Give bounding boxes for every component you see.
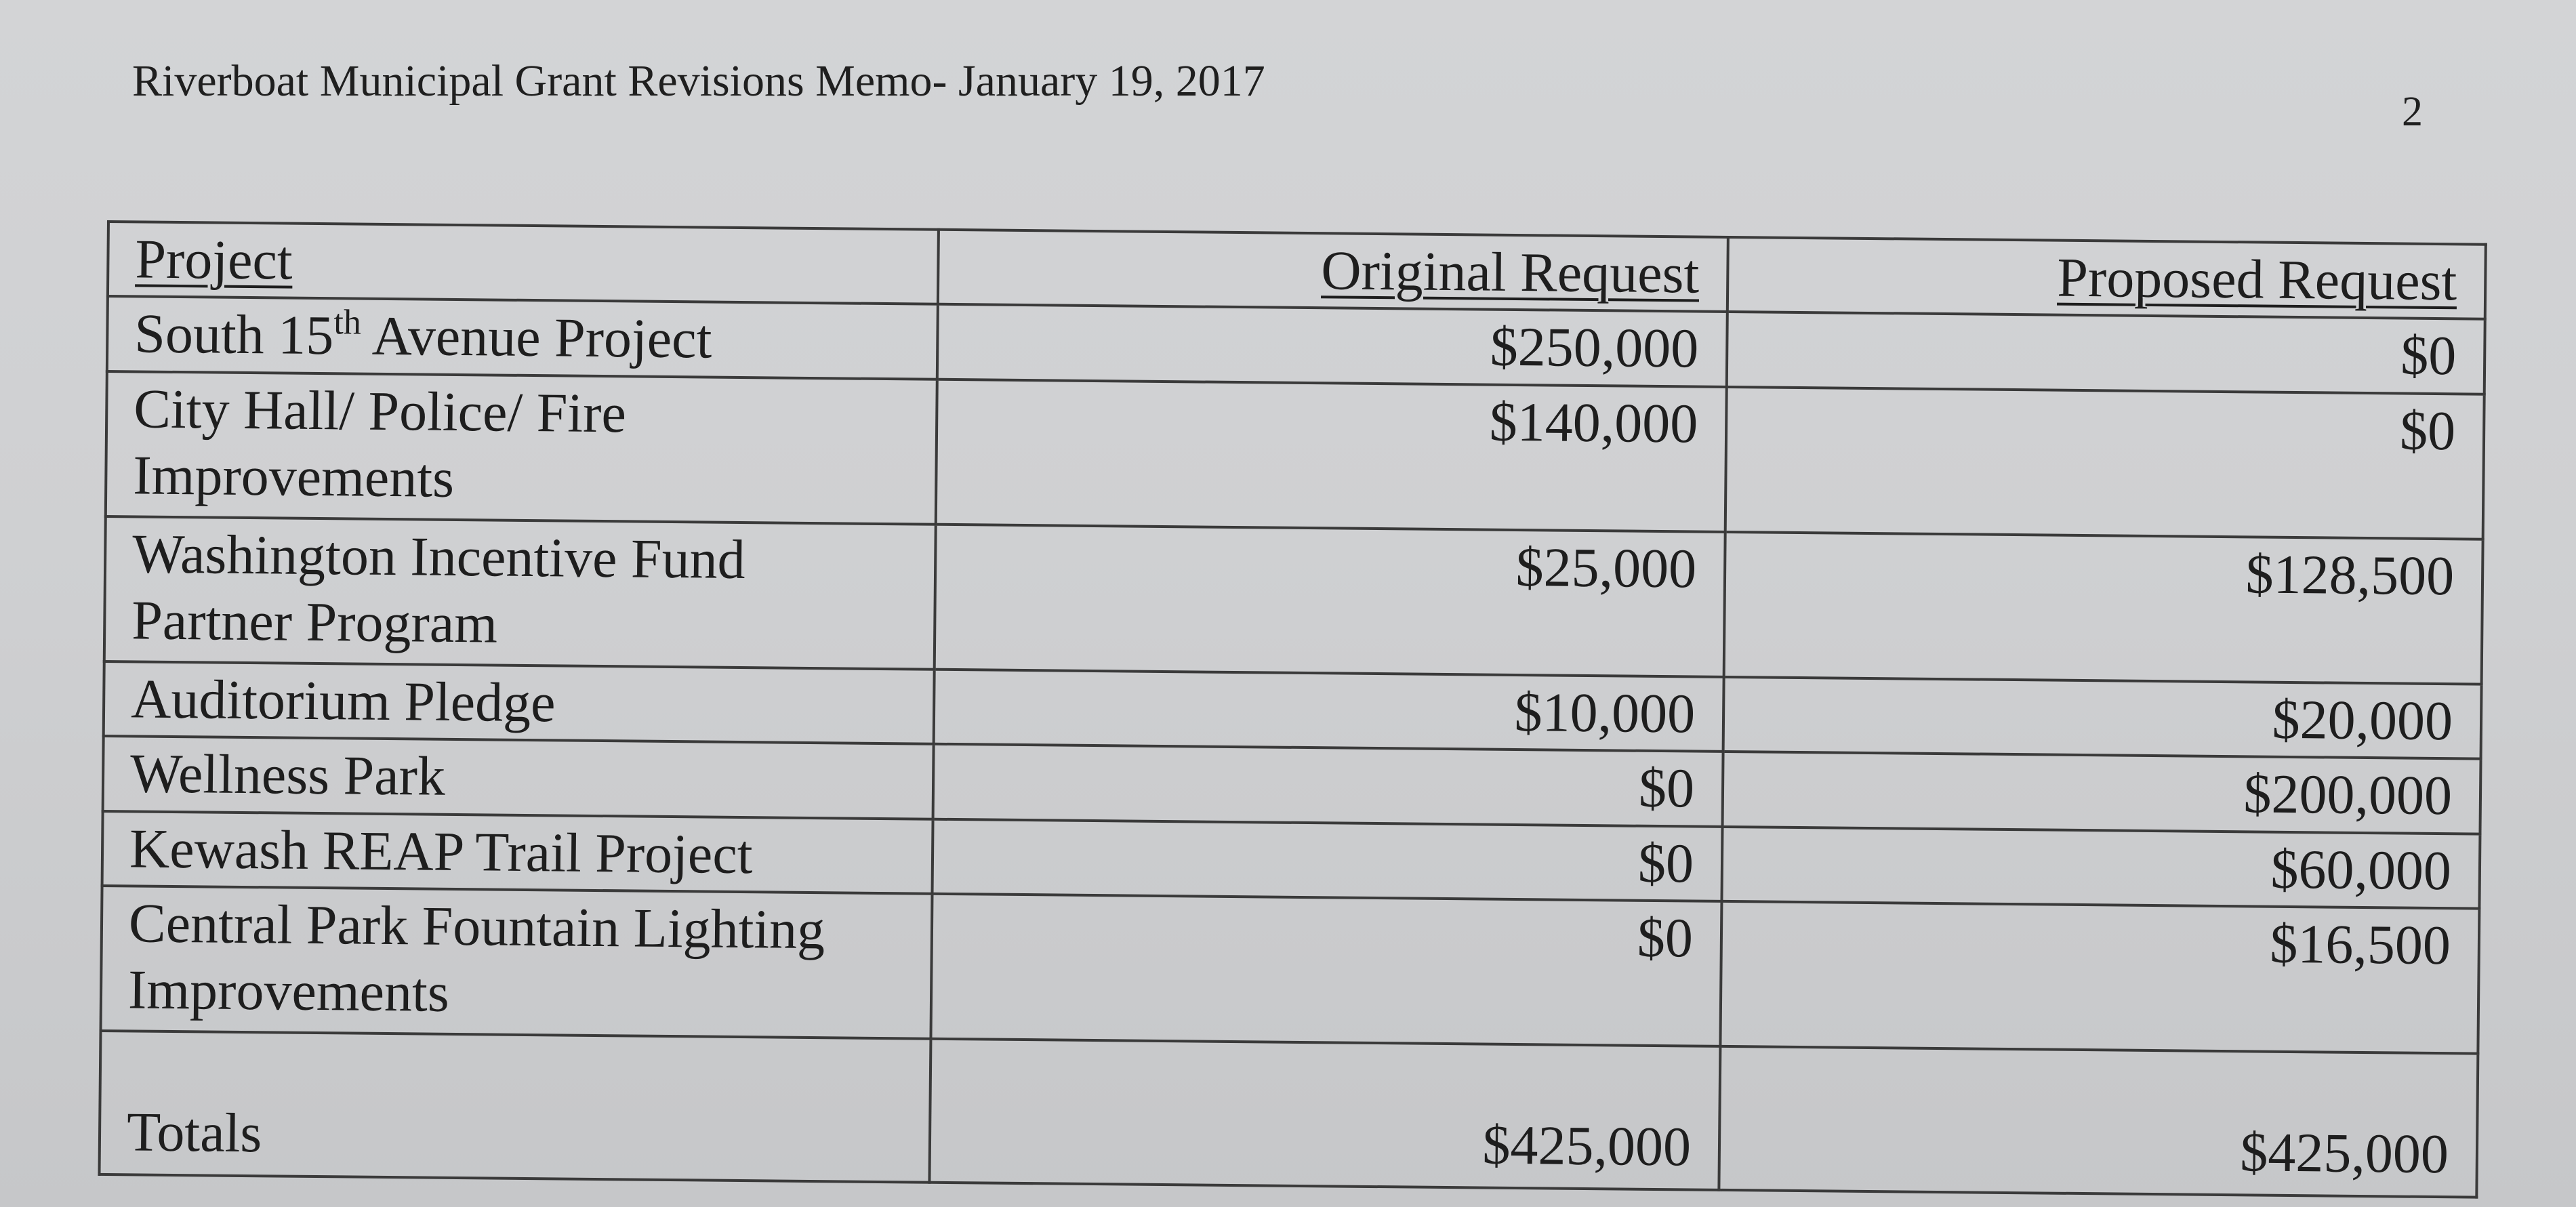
totals-proposed-value: $425,000	[1719, 1046, 2478, 1198]
proposed-request-value: $0	[1725, 387, 2485, 539]
project-name: South 15th Avenue Project	[107, 296, 938, 379]
project-name: Auditorium Pledge	[104, 661, 935, 744]
totals-label: Totals	[99, 1031, 931, 1183]
grant-table-container	[98, 220, 2485, 1192]
original-request-value: $0	[933, 744, 1723, 827]
proposed-request-value: $60,000	[1721, 826, 2480, 908]
original-request-value: $0	[933, 819, 1723, 901]
table-row	[106, 371, 2485, 539]
original-request-value: $0	[931, 894, 1721, 1046]
totals-original-value: $425,000	[929, 1039, 1720, 1190]
proposed-request-value: $16,500	[1720, 901, 2479, 1054]
original-request-value: $140,000	[936, 380, 1727, 532]
project-name: City Hall/ Police/ Fire Improvements	[106, 371, 937, 525]
original-request-value: $250,000	[937, 304, 1727, 387]
page-number: 2	[2402, 89, 2423, 135]
header-project: Project	[108, 222, 939, 304]
header-original-request: Original Request	[938, 230, 1728, 312]
proposed-request-value: $200,000	[1723, 752, 2481, 834]
original-request-value: $10,000	[934, 670, 1724, 752]
proposed-request-value: $20,000	[1723, 677, 2482, 759]
original-request-value: $25,000	[935, 525, 1725, 677]
project-name: Washington Incentive Fund Partner Program	[104, 516, 936, 670]
project-name: Wellness Park	[103, 736, 934, 819]
proposed-request-value: $128,500	[1724, 532, 2483, 684]
header-proposed-request: Proposed Request	[1727, 237, 2486, 319]
table-row	[104, 516, 2483, 684]
grant-table	[98, 220, 2487, 1199]
table-row	[101, 886, 2480, 1054]
proposed-request-value: $0	[1727, 312, 2485, 394]
project-name: Kewash REAP Trail Project	[102, 811, 933, 894]
totals-row	[99, 1031, 2478, 1198]
project-name: Central Park Fountain Lighting Improvements	[101, 886, 933, 1039]
memo-title: Riverboat Municipal Grant Revisions Memo- January 19, 2017	[132, 56, 1265, 106]
